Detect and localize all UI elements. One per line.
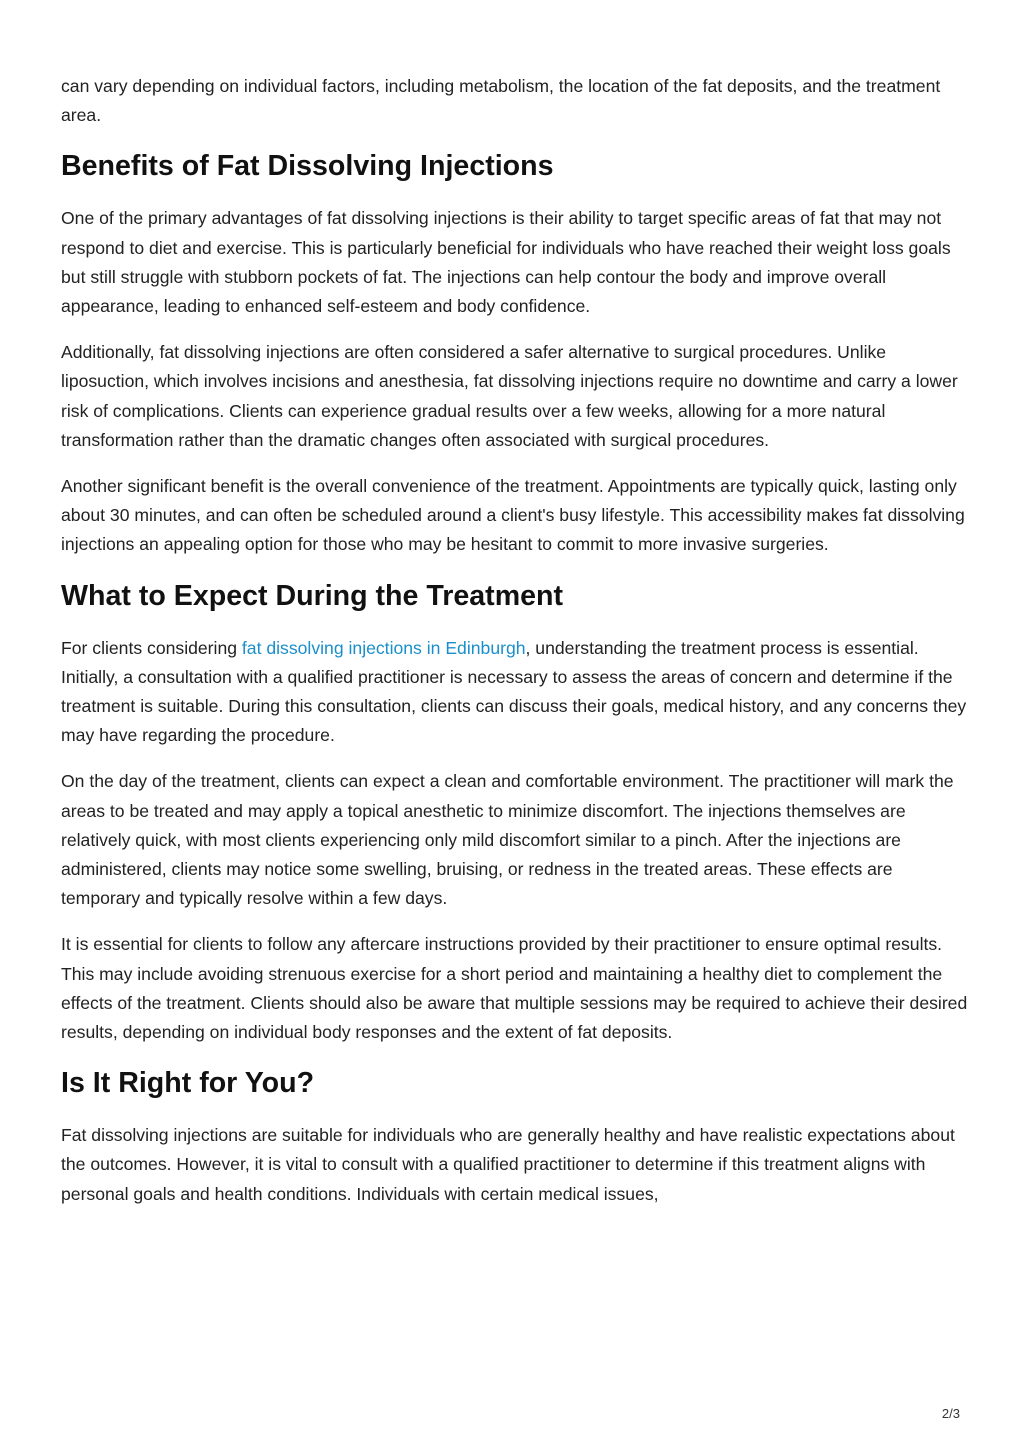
- section-heading-right-for-you: Is It Right for You?: [61, 1067, 315, 1100]
- right-for-you-paragraph-1: Fat dissolving injections are suitable for individuals who are generally healthy and have realistic expectations about the outcomes. However, it is vital to consult with a qualified practitioner to determine if this treatment aligns with personal goals and health conditions. Individuals with certain medical issues,: [61, 1125, 955, 1204]
- edinburgh-injections-link[interactable]: fat dissolving injections in Edinburgh: [241, 637, 526, 658]
- expect-paragraph-1-lead: For clients considering: [61, 637, 242, 658]
- intro-paragraph: can vary depending on individual factors, including metabolism, the location of the fat deposits, and the treatment area.: [61, 76, 941, 126]
- expect-paragraph-3: It is essential for clients to follow any aftercare instructions provided by their practitioner to ensure optimal results. This may include avoiding strenuous exercise for a short period and maintaining a healthy diet to complement the effects of the treatment. Clients should also be aware that multiple sessions may be required to achieve their desired results, depending on individual body responses and the extent of fat deposits.: [61, 934, 968, 1043]
- expect-paragraph-1: [61, 634, 973, 751]
- section-heading-expect: What to Expect During the Treatment: [61, 579, 564, 612]
- benefits-paragraph-2: Additionally, fat dissolving injections are often considered a safer alternative to surgical procedures. Unlike liposuction, which involves incisions and anesthesia, fat dissolving injections require no downtime and carry a lower risk of complications. Clients can experience gradual results over a few weeks, allowing for a more natural transformation rather than the dramatic changes often associated with surgical procedures.: [61, 342, 958, 450]
- page-number: 2/3: [941, 1406, 960, 1421]
- expect-paragraph-1-rest: , understanding the treatment process is essential. Initially, a consultation with a qualified practitioner is necessary to assess the areas of concern and determine if the treatment is suitable. During this consultation, clients can discuss their goals, medical history, and any concerns they may have regarding the procedure.: [61, 637, 967, 746]
- benefits-paragraph-3: Another significant benefit is the overall convenience of the treatment. Appointments are typically quick, lasting only about 30 minutes, and can often be scheduled around a client's busy lifestyle. This accessibility makes fat dissolving injections an appealing option for those who may be hesitant to commit to more invasive surgeries.: [61, 476, 965, 555]
- benefits-paragraph-1: One of the primary advantages of fat dissolving injections is their ability to target specific areas of fat that may not respond to diet and exercise. This is particularly beneficial for individuals who have reached their weight loss goals but still struggle with stubborn pockets of fat. The injections can help contour the body and improve overall appearance, leading to enhanced self-esteem and body confidence.: [61, 208, 951, 317]
- document-body: [61, 72, 973, 1226]
- section-heading-benefits: Benefits of Fat Dissolving Injections: [61, 150, 554, 183]
- expect-paragraph-2: On the day of the treatment, clients can expect a clean and comfortable environment. The practitioner will mark the areas to be treated and may apply a topical anesthetic to minimize discomfort. The injections themselves are relatively quick, with most clients experiencing only mild discomfort similar to a pinch. After the injections are administered, clients may notice some swelling, bruising, or redness in the treated areas. These effects are temporary and typically resolve within a few days.: [61, 771, 954, 909]
